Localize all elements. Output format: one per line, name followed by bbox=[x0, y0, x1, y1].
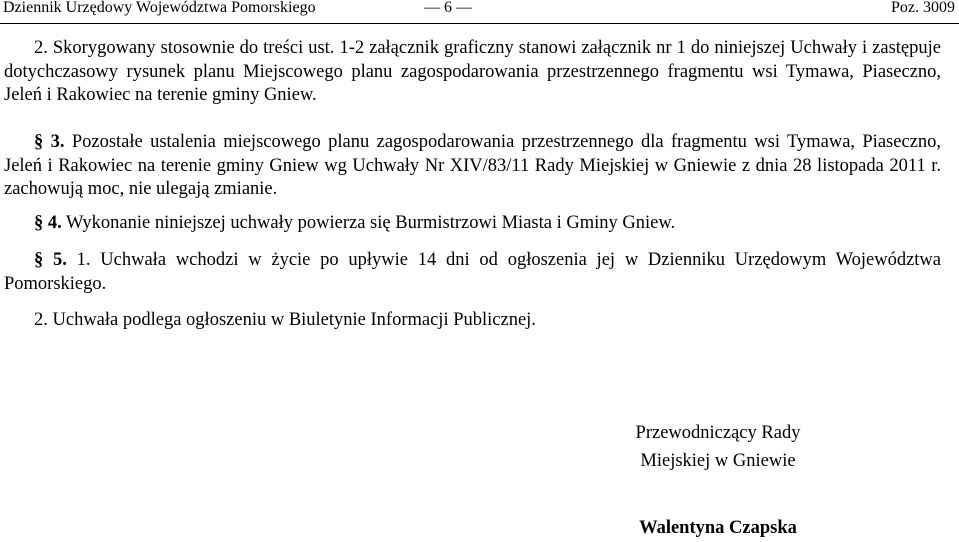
section-3-number: § 3. bbox=[34, 132, 65, 152]
signature-title-line2: Miejskiej w Gniewie bbox=[640, 451, 796, 471]
paragraph-publication: 2. Uchwała podlega ogłoszeniu w Biuletynie Informacji Publicznej. bbox=[34, 310, 536, 330]
journal-title: Dziennik Urzędowy Województwa Pomorskiego bbox=[3, 0, 316, 16]
section-5-text: 1. Uchwała wchodzi w życie po upływie 14 dni od ogłoszenia jej w Dzienniku Urzędowym Województwa Pomorskiego. bbox=[4, 250, 941, 294]
paragraph-correction: 2. Skorygowany stosownie do treści ust. 1-2 załącznik graficzny stanowi załącznik nr 1 do niniejszej Uchwały i zastępuje dotychczasowy rysunek planu Miejscowego planu zagospodarowania przestrzennego fragmentu wsi Tymawa, Piaseczno, Jeleń i Rakowiec na terenie gminy Gniew. bbox=[4, 38, 941, 105]
section-3-text: Pozostałe ustalenia miejscowego planu zagospodarowania przestrzennego dla fragmentu wsi Tymawa, Piaseczno, Jeleń i Rakowiec na terenie gminy Gniew wg Uchwały Nr XIV/83/11 Rady Miejskiej w Gniewie z dnia 28 listopada 2011 r. zachowują moc, nie ulegają zmianie. bbox=[4, 132, 941, 199]
page-header bbox=[0, 0, 959, 24]
signature-title-line1: Przewodniczący Rady bbox=[635, 423, 801, 443]
paragraph-section-3 bbox=[4, 131, 941, 202]
section-5-number: § 5. bbox=[34, 250, 67, 270]
paragraph-section-4 bbox=[4, 212, 941, 236]
signature-name: Walentyna Czapska bbox=[639, 518, 797, 538]
section-4-number: § 4. bbox=[34, 213, 62, 233]
page-number: — 6 — bbox=[424, 0, 472, 16]
signature-block bbox=[600, 419, 836, 475]
section-4-text: Wykonanie niniejszej uchwały powierza się Burmistrzowi Miasta i Gminy Gniew. bbox=[61, 213, 676, 233]
paragraph-section-5 bbox=[4, 249, 941, 296]
position-number: Poz. 3009 bbox=[891, 0, 955, 16]
